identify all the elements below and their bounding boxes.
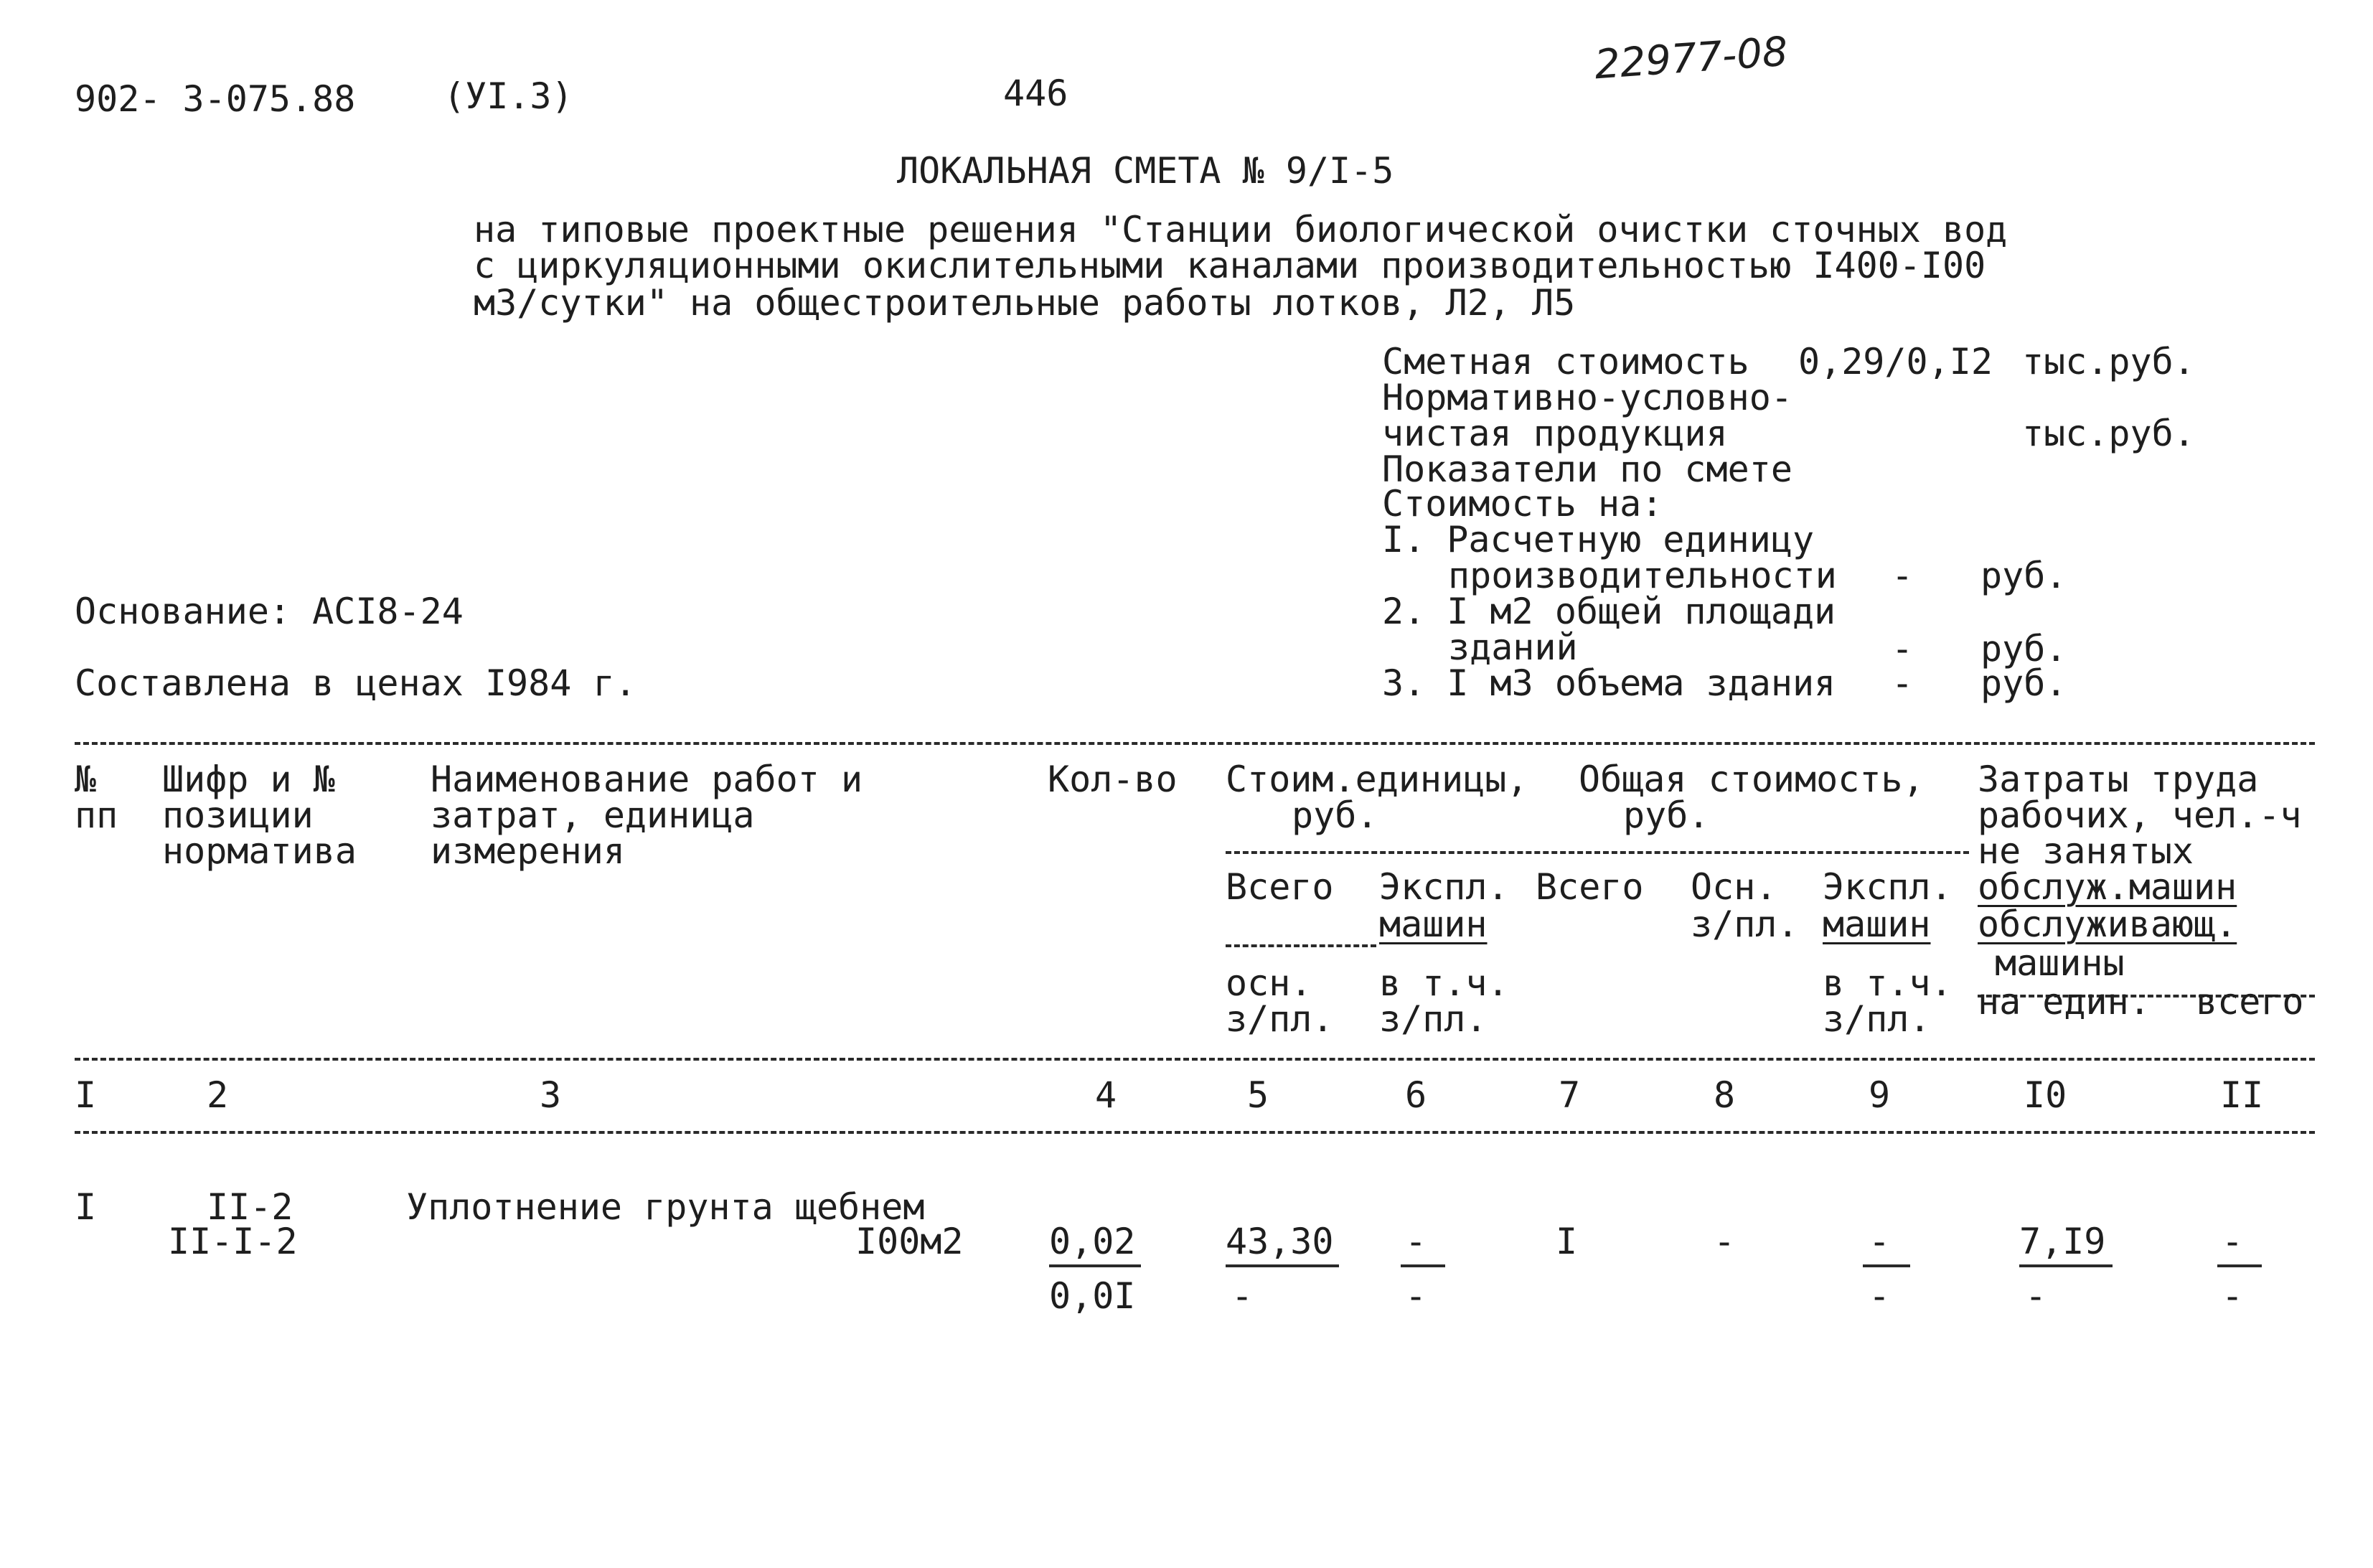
row-c5-underline bbox=[1226, 1264, 1339, 1267]
row-c10-underline bbox=[2019, 1264, 2113, 1267]
title-line-3: м3/сутки" на общестроительные работы лотков, Л2, Л5 bbox=[474, 282, 1576, 324]
document-part: (УI.3) bbox=[443, 75, 573, 117]
row-c11-underline bbox=[2217, 1264, 2262, 1267]
indicator-1b: производительности bbox=[1448, 555, 1837, 596]
col-8-header-b: з/пл. bbox=[1691, 903, 1799, 945]
col-number-10: I0 bbox=[2024, 1074, 2067, 1116]
col-number-7: 7 bbox=[1559, 1074, 1581, 1116]
col-4-header: Кол-во bbox=[1048, 759, 1178, 800]
col-numbers-bottom-rule bbox=[75, 1131, 2315, 1134]
page-number: 446 bbox=[1003, 72, 1068, 114]
title-line-2: с циркуляционными окислительными каналами производительностью I400-I00 bbox=[474, 245, 1986, 286]
cost-label: Сметная стоимость bbox=[1382, 341, 1749, 382]
row-c9-top: - bbox=[1869, 1221, 1891, 1262]
row-c6-top: - bbox=[1405, 1221, 1427, 1262]
col-5-header-bottom-b: з/пл. bbox=[1226, 998, 1334, 1040]
handwritten-number: 22977-08 bbox=[1593, 28, 1790, 89]
labor-header-b: рабочих, чел.-ч bbox=[1978, 794, 2302, 836]
row-c6-underline bbox=[1401, 1264, 1445, 1267]
row-name: Уплотнение грунта щебнем bbox=[406, 1186, 925, 1228]
col-6-header-bottom-a: в т.ч. bbox=[1379, 962, 1509, 1004]
indicator-3: 3. I м3 объема здания bbox=[1382, 662, 1836, 704]
table-top-rule bbox=[75, 742, 2315, 745]
col-6-header-top-a: Экспл. bbox=[1379, 866, 1509, 908]
indicator-1-unit: руб. bbox=[1980, 555, 2067, 596]
labor-header-a: Затраты труда bbox=[1978, 759, 2259, 800]
indicator-1a: I. Расчетную единицу bbox=[1382, 519, 1815, 560]
col-2-header-c: норматива bbox=[162, 830, 357, 872]
col-number-4: 4 bbox=[1095, 1074, 1117, 1116]
col-number-5: 5 bbox=[1247, 1074, 1269, 1116]
col-9-header-top-a: Экспл. bbox=[1823, 866, 1953, 908]
indicator-2-dash: - bbox=[1892, 628, 1914, 670]
col-9-header-bottom-b: з/пл. bbox=[1823, 998, 1931, 1040]
col-8-header-a: Осн. bbox=[1691, 866, 1777, 908]
col-5-header-top: Всего bbox=[1226, 866, 1334, 908]
col-number-8: 8 bbox=[1714, 1074, 1736, 1116]
col-1-header-b: пп bbox=[75, 794, 118, 836]
unit-cost-header-a: Стоим.единицы, bbox=[1226, 759, 1528, 800]
col-2-header-a: Шифр и № bbox=[162, 759, 335, 800]
labor-header-d: обслуж.машин bbox=[1978, 866, 2237, 908]
row-code-1: II-2 bbox=[207, 1186, 293, 1228]
labor-header-c: не занятых bbox=[1978, 830, 2194, 872]
row-c8: - bbox=[1714, 1221, 1736, 1262]
cost-unit: тыс.руб. bbox=[2022, 341, 2195, 382]
row-c11-top: - bbox=[2222, 1221, 2244, 1262]
col-10-header: на един. bbox=[1978, 981, 2151, 1023]
col-number-2: 2 bbox=[207, 1074, 229, 1116]
col-6-header-bottom-b: з/пл. bbox=[1379, 998, 1488, 1040]
indicators-label: Показатели по смете bbox=[1382, 449, 1792, 490]
total-cost-header-b: руб. bbox=[1623, 794, 1710, 836]
row-c9-underline bbox=[1863, 1264, 1910, 1267]
basis-line: Основание: АСI8-24 bbox=[75, 591, 464, 632]
col-number-11: II bbox=[2220, 1074, 2264, 1116]
row-unit: I00м2 bbox=[855, 1221, 964, 1262]
row-qty-top: 0,02 bbox=[1049, 1221, 1136, 1262]
nup-label-1: Нормативно-условно- bbox=[1382, 377, 1792, 418]
col-2-header-b: позиции bbox=[162, 794, 314, 836]
col-6-header-top-b: машин bbox=[1379, 903, 1488, 945]
document-code: 902- 3-075.88 bbox=[75, 78, 356, 120]
title-line-1: на типовые проектные решения "Станции биологической очистки сточных вод bbox=[474, 209, 2008, 250]
cost-value: 0,29/0,I2 bbox=[1798, 341, 1993, 382]
col-9-header-top-b: машин bbox=[1823, 903, 1931, 945]
row-c10-bottom: - bbox=[2025, 1275, 2047, 1317]
col-number-6: 6 bbox=[1405, 1074, 1427, 1116]
indicator-3-dash: - bbox=[1892, 662, 1914, 704]
indicator-2-unit: руб. bbox=[1980, 628, 2067, 670]
prices-line: Составлена в ценах I984 г. bbox=[75, 662, 636, 704]
row-qty-bottom: 0,0I bbox=[1049, 1275, 1136, 1317]
col-7-header: Всего bbox=[1536, 866, 1644, 908]
indicator-1-dash: - bbox=[1892, 555, 1914, 596]
c5-split-rule bbox=[1226, 944, 1376, 947]
col-3-header-b: затрат, единица bbox=[431, 794, 755, 836]
total-cost-header-a: Общая стоимость, bbox=[1579, 759, 1925, 800]
row-code-2: II-I-2 bbox=[168, 1221, 298, 1262]
col-3-header-c: измерения bbox=[431, 830, 625, 872]
header-bottom-rule bbox=[75, 1058, 2315, 1061]
col-11-header: всего bbox=[2196, 981, 2304, 1023]
indicator-2a: 2. I м2 общей площади bbox=[1382, 591, 1836, 632]
page-title: ЛОКАЛЬНАЯ СМЕТА № 9/I-5 bbox=[897, 150, 1394, 192]
labor-header-e: обслуживающ. bbox=[1978, 903, 2237, 945]
row-c5-top: 43,30 bbox=[1226, 1221, 1334, 1262]
col-1-header-a: № bbox=[75, 759, 97, 800]
col-number-3: 3 bbox=[540, 1074, 562, 1116]
row-number: I bbox=[75, 1186, 97, 1228]
row-c5-bottom: - bbox=[1231, 1275, 1254, 1317]
col-number-1: I bbox=[75, 1074, 97, 1116]
unit-cost-header-b: руб. bbox=[1292, 794, 1378, 836]
nup-label-2: чистая продукция bbox=[1382, 413, 1728, 454]
col-number-9: 9 bbox=[1869, 1074, 1891, 1116]
labor-header-f: машины bbox=[1995, 942, 2125, 984]
row-c10-top: 7,I9 bbox=[2019, 1221, 2106, 1262]
indicator-2b: зданий bbox=[1448, 626, 1578, 668]
row-c6-bottom: - bbox=[1405, 1275, 1427, 1317]
row-c7: I bbox=[1556, 1221, 1578, 1262]
col-3-header-a: Наименование работ и bbox=[431, 759, 863, 800]
col-9-header-bottom-a: в т.ч. bbox=[1823, 962, 1953, 1004]
row-c9-bottom: - bbox=[1869, 1275, 1891, 1317]
row-qty-underline bbox=[1049, 1264, 1141, 1267]
indicator-3-unit: руб. bbox=[1980, 662, 2067, 704]
row-c11-bottom: - bbox=[2222, 1275, 2244, 1317]
nup-unit: тыс.руб. bbox=[2022, 413, 2195, 454]
cost-subheader-rule bbox=[1226, 851, 1969, 854]
col-5-header-bottom-a: осн. bbox=[1226, 962, 1312, 1004]
cost-on-label: Стоимость на: bbox=[1382, 483, 1663, 525]
